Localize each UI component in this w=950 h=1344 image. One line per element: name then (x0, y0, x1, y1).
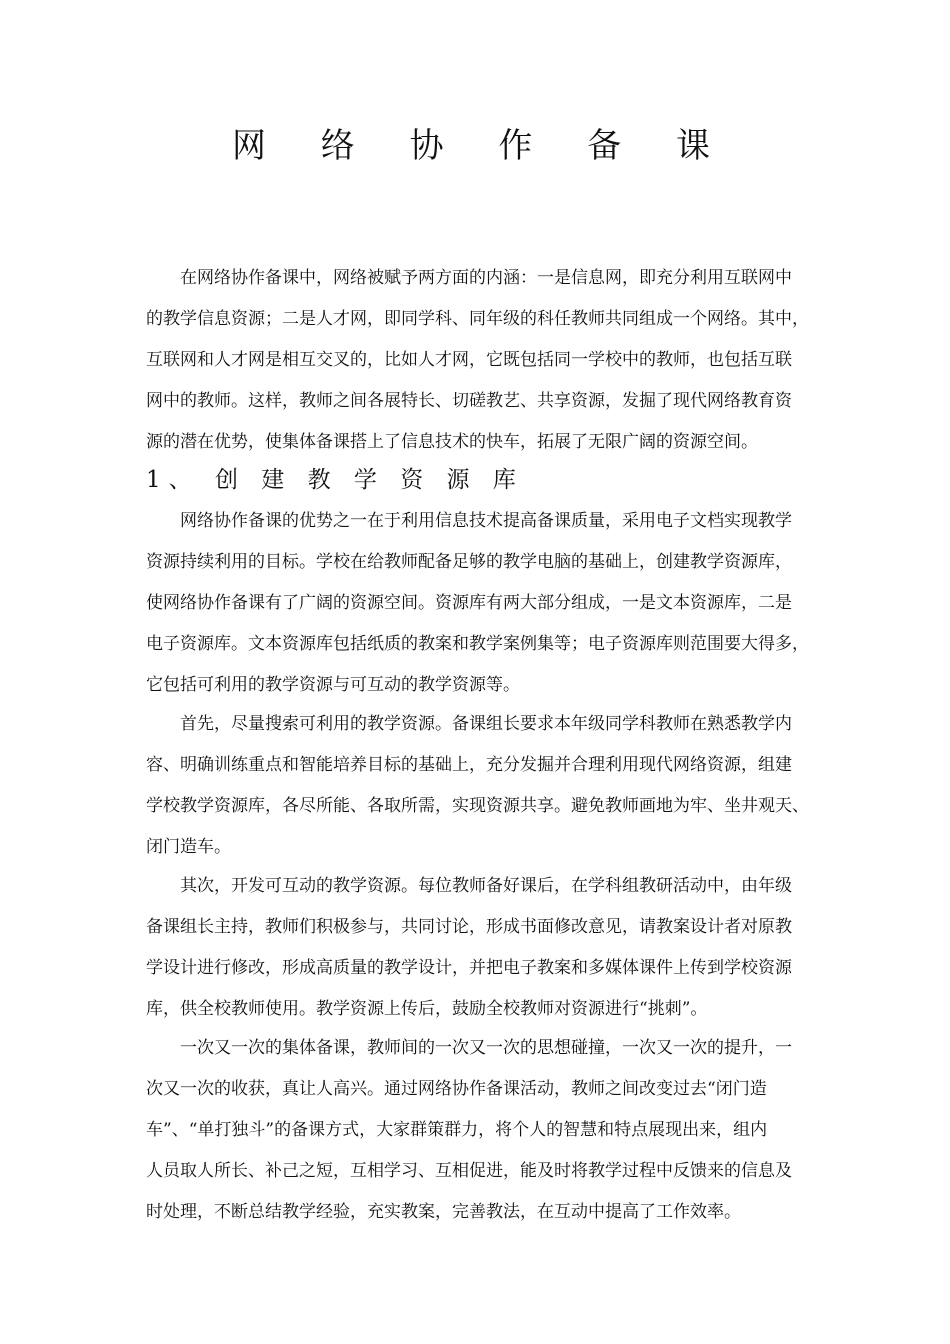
paragraph-line: 一次又一次的集体备课，教师间的一次又一次的思想碰撞，一次又一次的提升，一 (180, 1038, 792, 1058)
paragraph-line: 首先，尽量搜索可利用的教学资源。备课组长要求本年级同学科教师在熟悉教学内 (180, 714, 792, 734)
paragraph-line: 在网络协作备课中，网络被赋予两方面的内涵：一是信息网，即充分利用互联网中 (180, 268, 792, 288)
document-title: 网 络 协 作 备 课 (231, 126, 733, 166)
paragraph-line: 网中的教师。这样，教师之间各展特长、切磋教艺、共享资源，发掘了现代网络教育资 (146, 391, 792, 411)
paragraph-line: 互联网和人才网是相互交叉的，比如人才网，它既包括同一学校中的教师，也包括互联 (146, 350, 792, 370)
paragraph-line: 备课组长主持，教师们积极参与，共同讨论，形成书面修改意见，请教案设计者对原教 (146, 917, 792, 937)
paragraph-line: 库，供全校教师使用。教学资源上传后，鼓励全校教师对资源进行“挑刺”。 (146, 999, 708, 1019)
paragraph-line: 学校教学资源库，各尽所能、各取所需，实现资源共享。避免教师画地为牢、坐井观天、 (146, 796, 809, 816)
paragraph-line: 的教学信息资源；二是人才网，即同学科、同年级的科任教师共同组成一个网络。其中， (146, 309, 809, 329)
paragraph-line: 源的潜在优势，使集体备课搭上了信息技术的快车，拓展了无限广阔的资源空间。 (146, 432, 758, 452)
paragraph-line: 次又一次的收获，真让人高兴。通过网络协作备课活动，教师之间改变过去“闭门造 (146, 1079, 767, 1099)
paragraph-line: 网络协作备课的优势之一在于利用信息技术提高备课质量，采用电子文档实现教学 (180, 511, 792, 531)
paragraph-line: 它包括可利用的教学资源与可互动的教学资源等。 (146, 675, 520, 695)
paragraph-line: 其次，开发可互动的教学资源。每位教师备好课后，在学科组教研活动中，由年级 (180, 876, 792, 896)
paragraph-line: 学设计进行修改，形成高质量的教学设计，并把电子教案和多媒体课件上传到学校资源 (146, 958, 792, 978)
paragraph-line: 使网络协作备课有了广阔的资源空间。资源库有两大部分组成，一是文本资源库，二是 (146, 593, 792, 613)
paragraph-line: 闭门造车。 (146, 837, 231, 857)
paragraph-line: 时处理，不断总结教学经验，充实教案，完善教法，在互动中提高了工作效率。 (146, 1202, 741, 1222)
paragraph-line: 电子资源库。文本资源库包括纸质的教案和教学案例集等；电子资源库则范围要大得多， (146, 634, 809, 654)
paragraph-line: 人员取人所长、补己之短，互相学习、互相促进，能及时将教学过程中反馈来的信息及 (146, 1161, 792, 1181)
paragraph-line: 车”、“单打独斗”的备课方式，大家群策群力，将个人的智慧和特点展现出来，组内 (146, 1120, 768, 1140)
paragraph-line: 资源持续利用的目标。学校在给教师配备足够的教学电脑的基础上，创建教学资源库， (146, 552, 792, 572)
paragraph-line: 容、明确训练重点和智能培养目标的基础上，充分发掘并合理利用现代网络资源，组建 (146, 755, 792, 775)
section-heading-1: 1、 创 建 教 学 资 源 库 (146, 467, 524, 493)
